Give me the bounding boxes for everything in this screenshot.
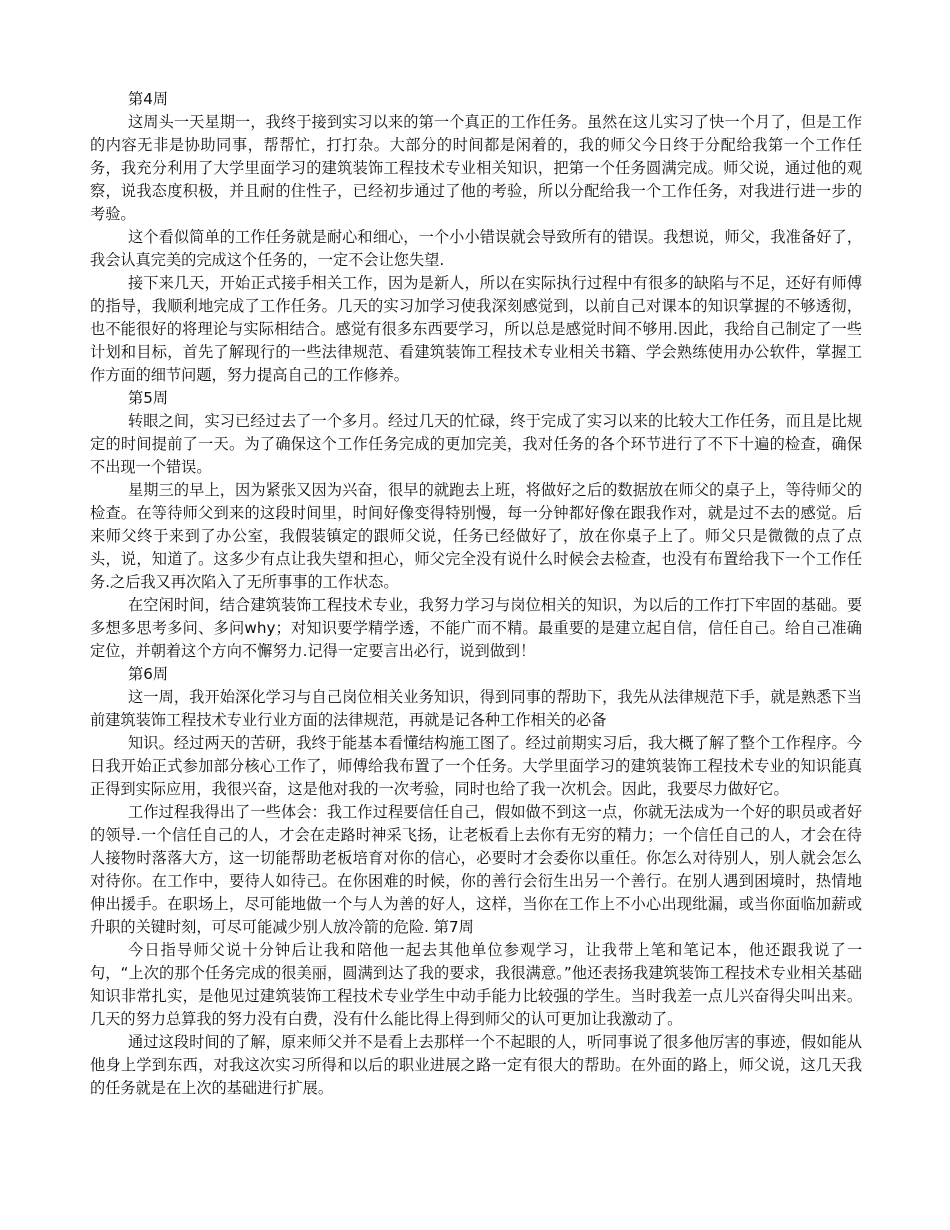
paragraph-week5-wednesday: 星期三的早上，因为紧张又因为兴奋，很早的就跑去上班，将做好之后的数据放在师父的桌子上，等待师父的检查。在等待师父到来的这段时间里，时间好像变得特别慢，每一分钟都好像在跟我作对，就是过不去的感觉。后来师父终于来到了办公室，我假装镇定的跟师父说，任务已经做好了，放在你桌子上了。师父只是微微的点了点头，说，知道了。这多少有点让我失望和担心，师父完全没有说什么时候会去检查，也没有布置给我下一个工作任务.之后我又再次陷入了无所事事的工作状态。 <box>90 481 862 591</box>
paragraph-week6-knowledge: 知识。经过两天的苦研，我终于能基本看懂结构施工图了。经过前期实习后，我大概了解了整个工作程序。今日我开始正式参加部分核心工作了，师傅给我布置了一个任务。大学里面学习的建筑装饰工程技术专业的知识能真正得到实际应用，我很兴奋，这是他对我的一次考验，同时也给了我一次机会。因此，我要尽力做好它。 <box>90 734 862 798</box>
paragraph-week4-plans: 接下来几天，开始正式接手相关工作，因为是新人，所以在实际执行过程中有很多的缺陷与不足，还好有师傅的指导，我顺利地完成了工作任务。几天的实习加学习使我深刻感觉到，以前自己对课本的知识掌握的不够透彻，也不能很好的将理论与实际相结合。感觉有很多东西要学习，所以总是感觉时间不够用.因此，我给自己制定了一些计划和目标，首先了解现行的一些法律规范、看建筑装饰工程技术专业相关书籍、学会熟练使用办公软件，掌握工作方面的细节问题，努力提高自己的工作修养。 <box>90 274 862 384</box>
week-4-heading: 第4周 <box>128 90 169 108</box>
paragraph-week5-completion: 转眼之间，实习已经过去了一个多月。经过几天的忙碌，终于完成了实习以来的比较大工作任务，而且是比规定的时间提前了一天。为了确保这个工作任务完成的更加完美，我对任务的各个环节进行了不下十遍的检查，确保不出现一个错误。 <box>90 412 862 476</box>
paragraph-week6-experience: 工作过程我得出了一些体会：我工作过程要信任自己，假如做不到这一点，你就无法成为一个好的职员或者好的领导.一个信任自己的人，才会在走路时神采飞扬，让老板看上去你有无穷的精力；一个信任自己的人，才会在待人接物时落落大方，这一切能帮助老板培育对你的信心，必要时才会委你以重任。你怎么对待别人，别人就会怎么对待你。在工作中，要待人如待己。在你困难的时候，你的善行会衍生出另一个善行。在别人遇到困境时，热情地伸出援手。在职场上，尽可能地做一个与人为善的好人，这样，当你在工作上不小心出现纰漏，或当你面临加薪或升职的关键时刻，可尽可能减少别人放冷箭的危险. 第7周 <box>90 803 862 936</box>
week-5-heading: 第5周 <box>128 389 169 407</box>
paragraph-week6-study: 这一周，我开始深化学习与自己岗位相关业务知识，得到同事的帮助下，我先从法律规范下手，就是熟悉下当前建筑装饰工程技术专业行业方面的法律规范，再就是记各种工作相关的必备 <box>90 688 862 729</box>
paragraph-week4-first-task: 这周头一天星期一，我终于接到实习以来的第一个真正的工作任务。虽然在这儿实习了快一个月了，但是工作的内容无非是协助同事，帮帮忙，打打杂。大部分的时间都是闲着的，我的师父今日终于分配给我第一个工作任务，我充分利用了大学里面学习的建筑装饰工程技术专业相关知识，把第一个任务圆满完成。师父说，通过他的观察，说我态度积极，并且耐的住性子，已经初步通过了他的考验，所以分配给我一个工作任务，对我进行进一步的考验。 <box>90 113 862 223</box>
paragraph-week7-mentor: 通过这段时间的了解，原来师父并不是看上去那样一个不起眼的人，听同事说了很多他厉害的事迹，假如能从他身上学到东西，对我这次实习所得和以后的职业进展之路一定有很大的帮助。在外面的路上，师父说，这几天我的任务就是在上次的基础进行扩展。 <box>90 1033 862 1097</box>
paragraph-week5-free-time: 在空闲时间，结合建筑装饰工程技术专业，我努力学习与岗位相关的知识，为以后的工作打下牢固的基础。要多想多思考多问、多问why；对知识要学精学透，不能广而不精。最重要的是建立起自信，信任自己。给自己准确定位，并朝着这个方向不懈努力.记得一定要言出必行，说到做到！ <box>90 596 862 660</box>
paragraph-week7-visit: 今日指导师父说十分钟后让我和陪他一起去其他单位参观学习，让我带上笔和笔记本，他还跟我说了一句，“上次的那个任务完成的很美丽，圆满到达了我的要求，我很满意。”他还表扬我建筑装饰工程技术专业相关基础知识非常扎实，是他见过建筑装饰工程技术专业学生中动手能力比较强的学生。当时我差一点儿兴奋得尖叫出来。几天的努力总算我的努力没有白费，没有什么能比得上得到师父的认可更加让我激动了。 <box>90 941 862 1028</box>
document-body <box>90 88 862 1100</box>
paragraph-week4-patience: 这个看似简单的工作任务就是耐心和细心，一个小小错误就会导致所有的错误。我想说，师父，我准备好了，我会认真完美的完成这个任务的，一定不会让您失望. <box>90 228 862 269</box>
week-6-heading: 第6周 <box>128 665 169 683</box>
